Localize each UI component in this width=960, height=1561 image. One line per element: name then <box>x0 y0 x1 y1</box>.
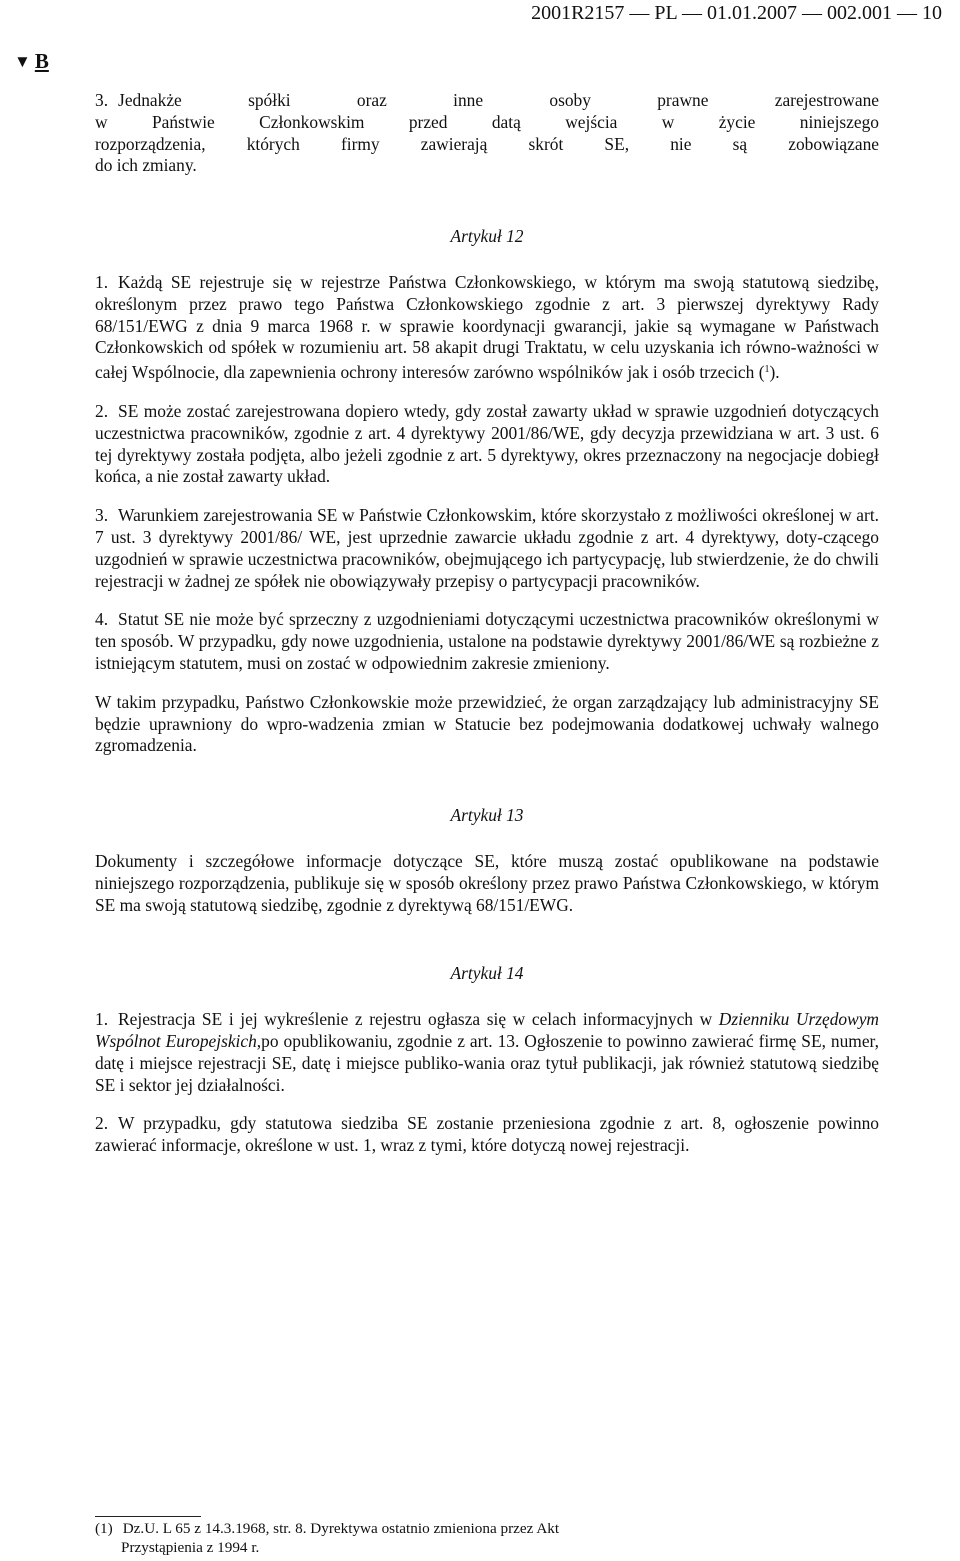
paragraph-3-preceding: 3. Jednakże spółki oraz inne osoby prawne zarejestrowane w Państwie Członkowskim przed datą wejścia w życie niniejszego rozporządzenia, których firmy zawierają skrót SE, nie są zobowiązane do ich zmiany. <box>95 90 879 176</box>
article-12-paragraph-4-subparagraph: W takim przypadku, Państwo Członkowskie może przewidzieć, że organ zarządzający lub administracyjny SE będzie uprawniony do wpro-wadzenia zmian w Statucie bez podejmowania dodatkowej uchwały walnego zgromadzenia. <box>95 691 879 756</box>
document-body <box>95 90 879 1157</box>
article-14-paragraph-2: 2. W przypadku, gdy statutowa siedziba SE zostanie przeniesiona zgodnie z art. 8, ogłoszenie powinno zawierać informacje, określone w ust. 1, wraz z tymi, które dotyczą nowej rejestracji. <box>95 1113 879 1156</box>
document-header: 2001R2157 — PL — 01.01.2007 — 002.001 — 10 <box>531 2 942 24</box>
article-12-title: Artykuł 12 <box>450 226 524 247</box>
article-12-paragraph-4: 4. Statut SE nie może być sprzeczny z uzgodnieniami dotyczącymi uczestnictwa pracowników określonymi w ten sposób. W przypadku, gdy nowe uzgodnienia, ustalone na podstawie dyrektywy 2001/86/WE są rozbieżne z istniejącym statutem, musi on zostać w odpowiednim zakresie zmieniony. <box>95 609 879 673</box>
footnote-reference: 1 <box>764 364 770 376</box>
amendment-code: B <box>34 49 49 73</box>
footnote-separator <box>95 1516 201 1517</box>
article-14-title: Artykuł 14 <box>450 963 524 984</box>
article-13-title: Artykuł 13 <box>450 805 524 826</box>
article-14-paragraph-1: 1. Rejestracja SE i jej wykreślenie z rejestru ogłasza się w celach informacyjnych w Dzienniku Urzędowym Wspólnot Europejskich,po opublikowaniu, zgodnie z art. 13. Ogłoszenie to powinno zawierać firmę SE, numer, datę i miejsce rejestracji SE, datę i miejsce publiko-wania oraz tytuł publikacji, jak również statutową siedzibę SE i sektor jej działalności. <box>95 1009 879 1095</box>
footnote-mark: (1) <box>95 1520 113 1537</box>
journal-title: Dzienniku Urzędowym Wspólnot Europejskich <box>95 1009 879 1051</box>
footnote: (1) Dz.U. L 65 z 14.3.1968, str. 8. Dyrektywa ostatnio zmieniona przez Akt Przystąpienia z 1994 r. <box>95 1520 560 1556</box>
article-12-paragraph-3: 3. Warunkiem zarejestrowania SE w Państwie Członkowskim, które skorzystało z możliwości określonej w art. 7 ust. 3 dyrektywy 2001/86/ WE, jest uprzednie zawarcie układu zgodnie z art. 4 dyrektywy, doty-czącego uzgodnień w sprawie uczestnictwa pracowników, obejmującego ich partycypację, lub stwierdzenie, że do chwili rejestracji w żadnej ze spółek nie obowiązywały przepisy o partycypacji pracowników. <box>95 505 879 591</box>
article-13-text: Dokumenty i szczegółowe informacje dotyczące SE, które muszą zostać opublikowane na podstawie niniejszego rozporządzenia, publikuje się w sposób określony przez prawo Państwa Członkowskiego, w którym SE ma swoją statutową siedzibę, zgodnie z dyrektywą 68/151/EWG. <box>95 850 879 915</box>
amendment-marker <box>14 49 49 74</box>
article-12-paragraph-2: 2. SE może zostać zarejestrowana dopiero wtedy, gdy został zawarty układ w sprawie uzgodnień dotyczących uczestnictwa pracowników, zgodnie z art. 4 dyrektywy 2001/86/WE, gdy decyzja przewidziana w art. 3 ust. 6 tej dyrektywy została podjęta, albo jeżeli zgodnie z art. 5 dyrektywy, okres przeznaczony na negocjacje dobiegł końca, a nie został zawarty układ. <box>95 400 879 487</box>
article-12-paragraph-1: 1. Każdą SE rejestruje się w rejestrze Państwa Członkowskiego, w którym ma swoją statutową siedzibę, określonym przez prawo tego Państwa Członkowskiego zgodnie z art. 3 pierwszej dyrektywy Rady 68/151/EWG z dnia 9 marca 1968 r. w sprawie koordynacji gwarancji, jakie są wymagane w Państwach Członkowskich od spółek w rozumieniu art. 58 akapit drugi Traktatu, w celu uzyskania ich równo-ważności w całej Wspólnocie, dla zapewnienia ochrony interesów zarówno wspólników jak i osób trzecich ($^1$). <box>95 271 879 383</box>
triangle-down-icon: ▼ <box>14 52 31 71</box>
paragraph-number: 3. <box>95 90 109 110</box>
